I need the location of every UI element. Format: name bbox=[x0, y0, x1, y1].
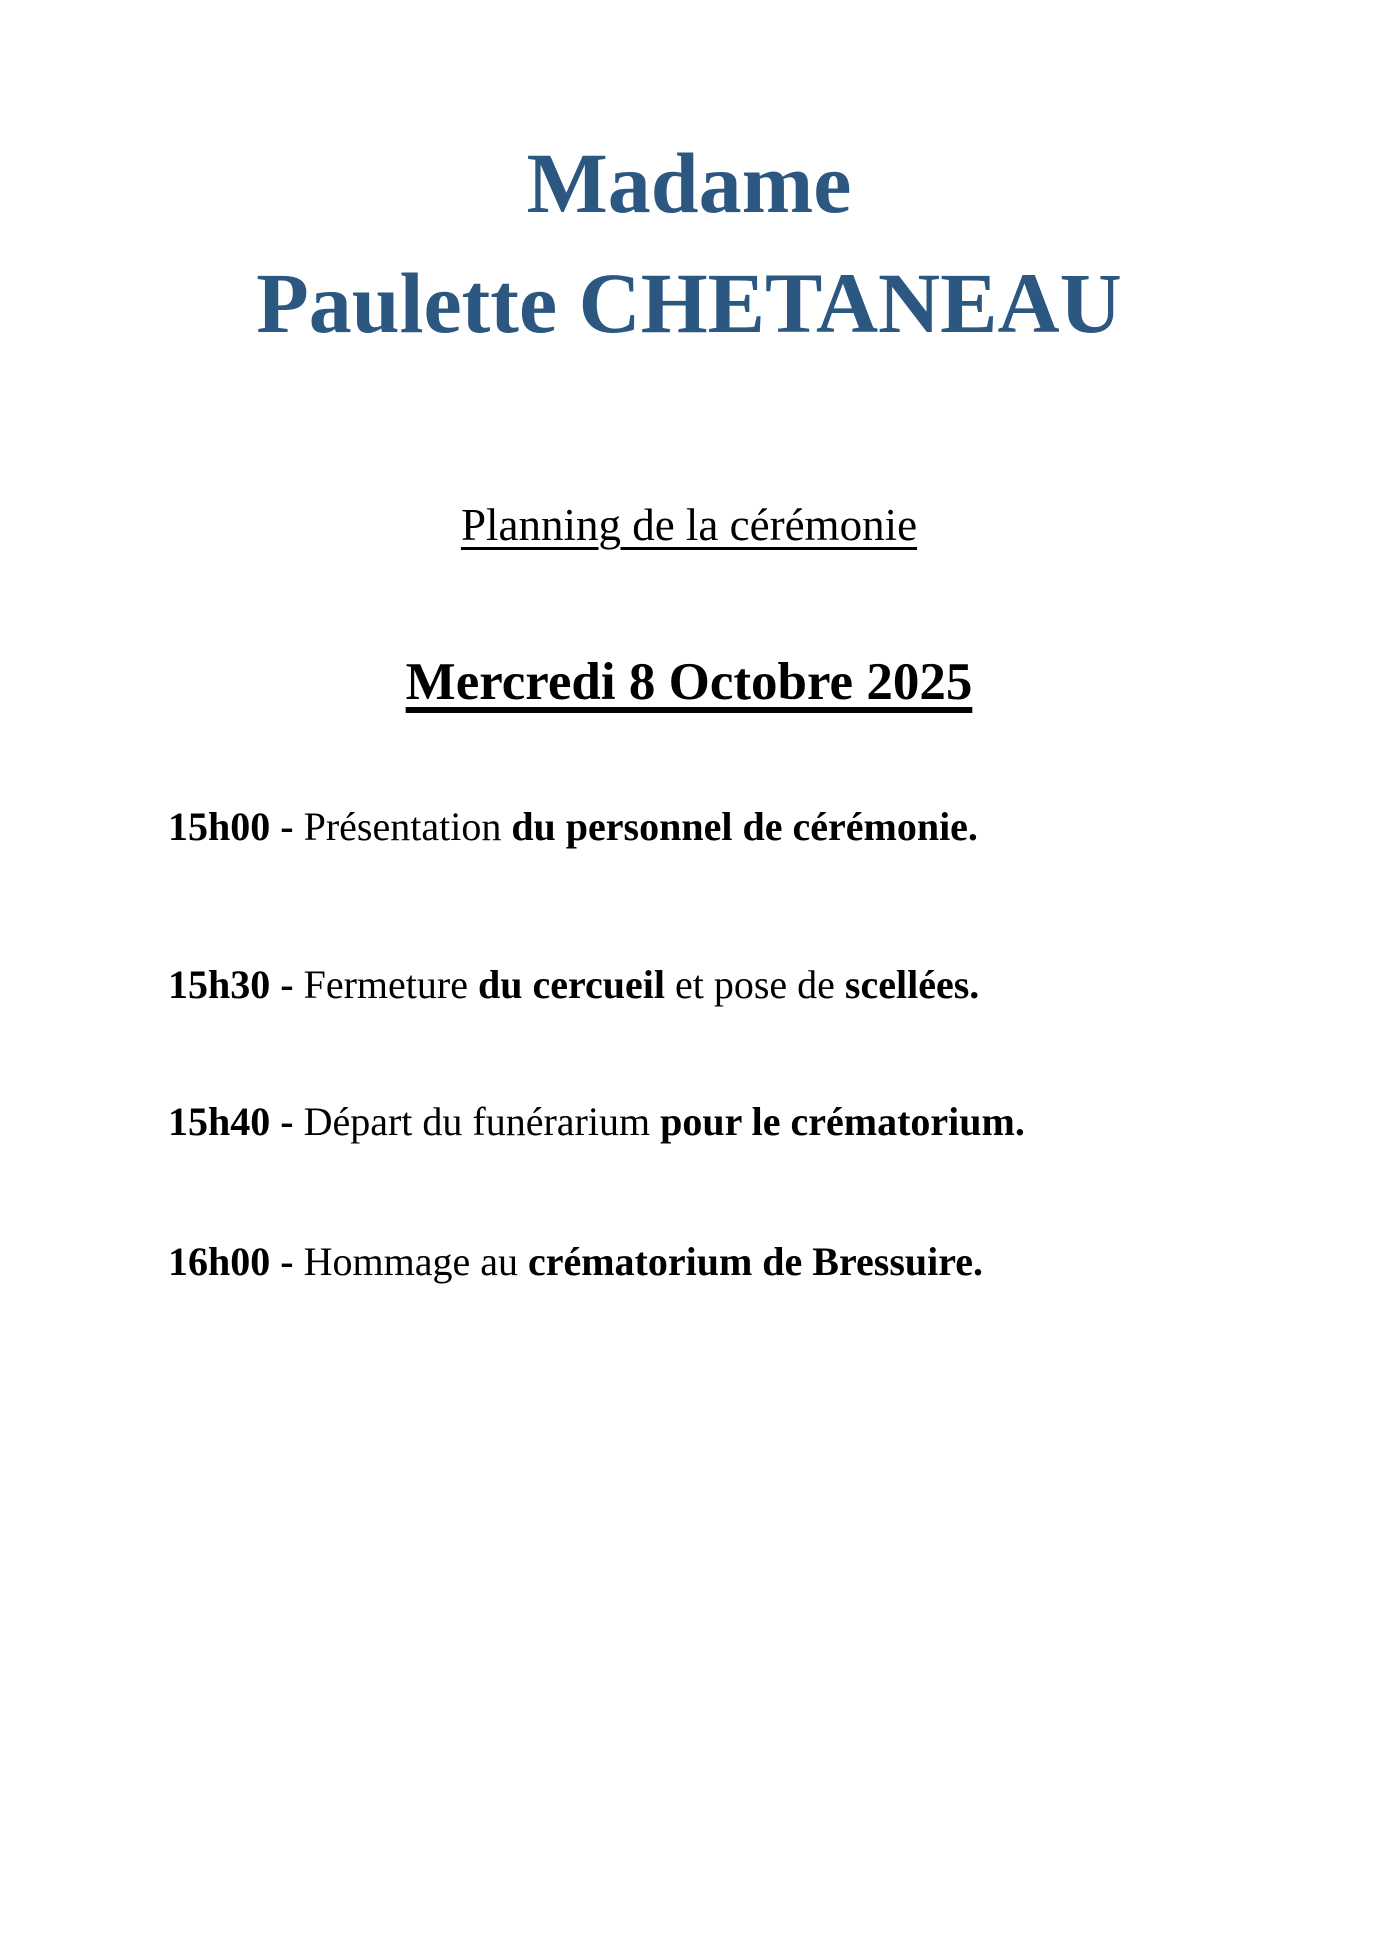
schedule-text-bold: 15h00 - bbox=[168, 804, 304, 849]
schedule-text-bold: 15h30 - bbox=[168, 962, 304, 1007]
title-line-madame: Madame bbox=[526, 135, 852, 231]
title-line-name: Paulette CHETANEAU bbox=[256, 255, 1122, 351]
ceremony-planning-heading-text: Planning de la cérémonie bbox=[460, 500, 918, 550]
schedule-item bbox=[168, 959, 1318, 1011]
schedule-text-bold: crématorium de Bressuire. bbox=[527, 1239, 984, 1284]
schedule-text: Départ du funérarium bbox=[303, 1099, 661, 1144]
schedule-item bbox=[168, 1236, 1318, 1288]
schedule-text-bold: du cercueil bbox=[477, 962, 675, 1007]
schedule-text-bold: scellées. bbox=[844, 962, 980, 1007]
schedule-text: Hommage au bbox=[303, 1239, 528, 1284]
schedule-item bbox=[168, 1096, 1318, 1148]
date-heading-text: Mercredi 8 Octobre 2025 bbox=[405, 653, 973, 711]
schedule-text-bold: du personnel de cérémonie. bbox=[511, 804, 978, 849]
schedule-text: Fermeture bbox=[303, 962, 478, 1007]
schedule-item bbox=[168, 801, 1318, 853]
schedule-text-bold: 16h00 - bbox=[168, 1239, 304, 1284]
schedule-text: Présentation bbox=[303, 804, 512, 849]
schedule-text-bold: pour le crématorium. bbox=[660, 1099, 1025, 1144]
schedule-text: et pose de bbox=[674, 962, 845, 1007]
schedule-text-bold: 15h40 - bbox=[168, 1099, 304, 1144]
